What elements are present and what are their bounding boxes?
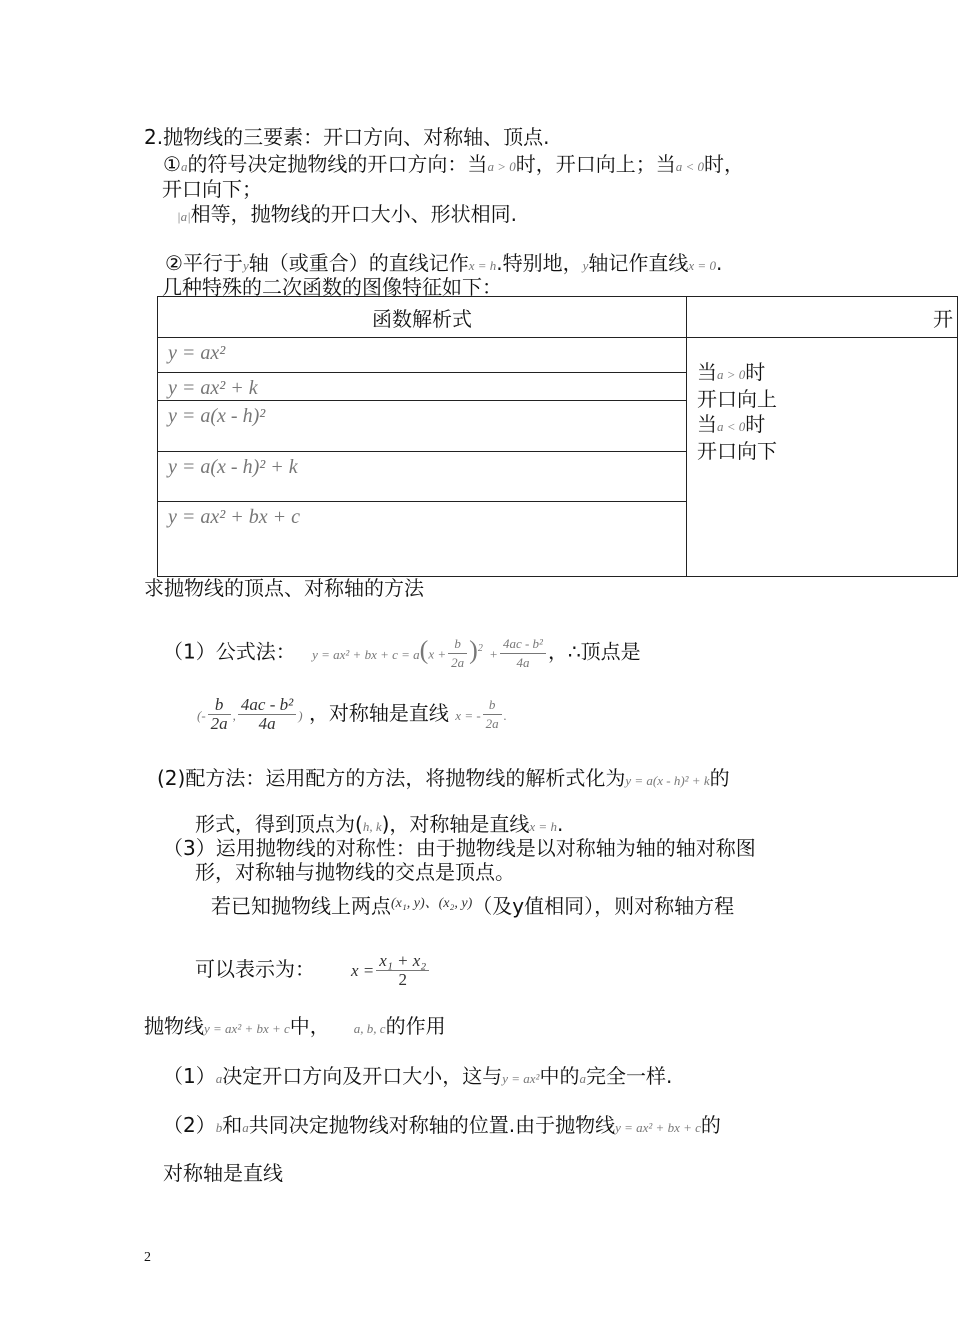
table-row	[158, 338, 958, 373]
row-formula: y = ax² + bx + c	[158, 502, 687, 577]
header-function: 函数解析式	[158, 297, 687, 338]
opening-down-line: 开口向下；	[162, 177, 262, 201]
role-a-line: （1）a决定开口方向及开口大小，这与y = ax²中的a完全一样.	[163, 1064, 673, 1088]
symmetry-line-1: （3）运用抛物线的对称性：由于抛物线是以对称轴为轴的轴对称图	[163, 836, 756, 860]
axis-line: ②平行于y轴（或重合）的直线记作x = h.特别地，y轴记作直线x = 0.	[165, 251, 723, 275]
symmetry-line-3: 若已知抛物线上两点$^{(x_1, y)、(x_2, y)}$（及y值相同），则对称轴方程	[211, 894, 735, 918]
symmetry-line-2: 形，对称轴与抛物线的交点是顶点。	[195, 860, 515, 884]
completing-square-line: (2)配方法：运用配方的方法，将抛物线的解析式化为y = a(x - h)² + k的	[157, 766, 730, 790]
method-title: 求抛物线的顶点、对称轴的方法	[144, 576, 424, 600]
role-b-line-2: 对称轴是直线	[163, 1161, 283, 1185]
vertex-line: (- $\frac{b}{2a}$ , $\frac{\text{4ac - b²}}{4a}$ ) ，对称轴是直线 x = - $\frac{b}{2a}$ .	[197, 695, 507, 733]
table-header-row	[158, 297, 958, 338]
coefficient-roles-title: 抛物线y = ax² + bx + c中， a, b, c的作用	[144, 1014, 446, 1038]
symmetry-axis-formula: 可以表示为： x = $\frac{\text{x₁ + x₂}}{2}$	[195, 944, 431, 996]
opening-cell: 当a > 0时 开口向上 当a < 0时 开口向下	[687, 338, 958, 577]
row-formula: y = a(x - h)²	[158, 401, 687, 452]
formula-method-line: （1）公式法： y = ax² + bx + c = a(x + $\frac{b}{2a}$ )$^2$ + $\frac{\text{4ac - b²}}{4a}$ ，∴顶点是	[163, 635, 641, 670]
abs-a-line: |a|相等，抛物线的开口大小、形状相同.	[177, 202, 518, 226]
row-formula: y = ax²	[158, 338, 687, 373]
page-number: 2	[144, 1250, 151, 1265]
function-table	[157, 296, 958, 577]
table-intro: 几种特殊的二次函数的图像特征如下：	[162, 275, 502, 299]
vertex-form-line: 形式，得到顶点为(h, k)，对称轴是直线x = h.	[195, 812, 564, 836]
row-formula: y = a(x - h)² + k	[158, 452, 687, 502]
opening-direction-line: ①a的符号决定抛物线的开口方向：当a > 0时，开口向上；当a < 0时，	[163, 152, 744, 176]
row-formula: y = ax² + k	[158, 373, 687, 401]
role-b-line: （2）b和a共同决定抛物线对称轴的位置.由于抛物线y = ax² + bx + c的	[163, 1113, 721, 1137]
header-opening: 开	[687, 297, 958, 338]
section-heading: 2.抛物线的三要素：开口方向、对称轴、顶点.	[144, 125, 550, 149]
